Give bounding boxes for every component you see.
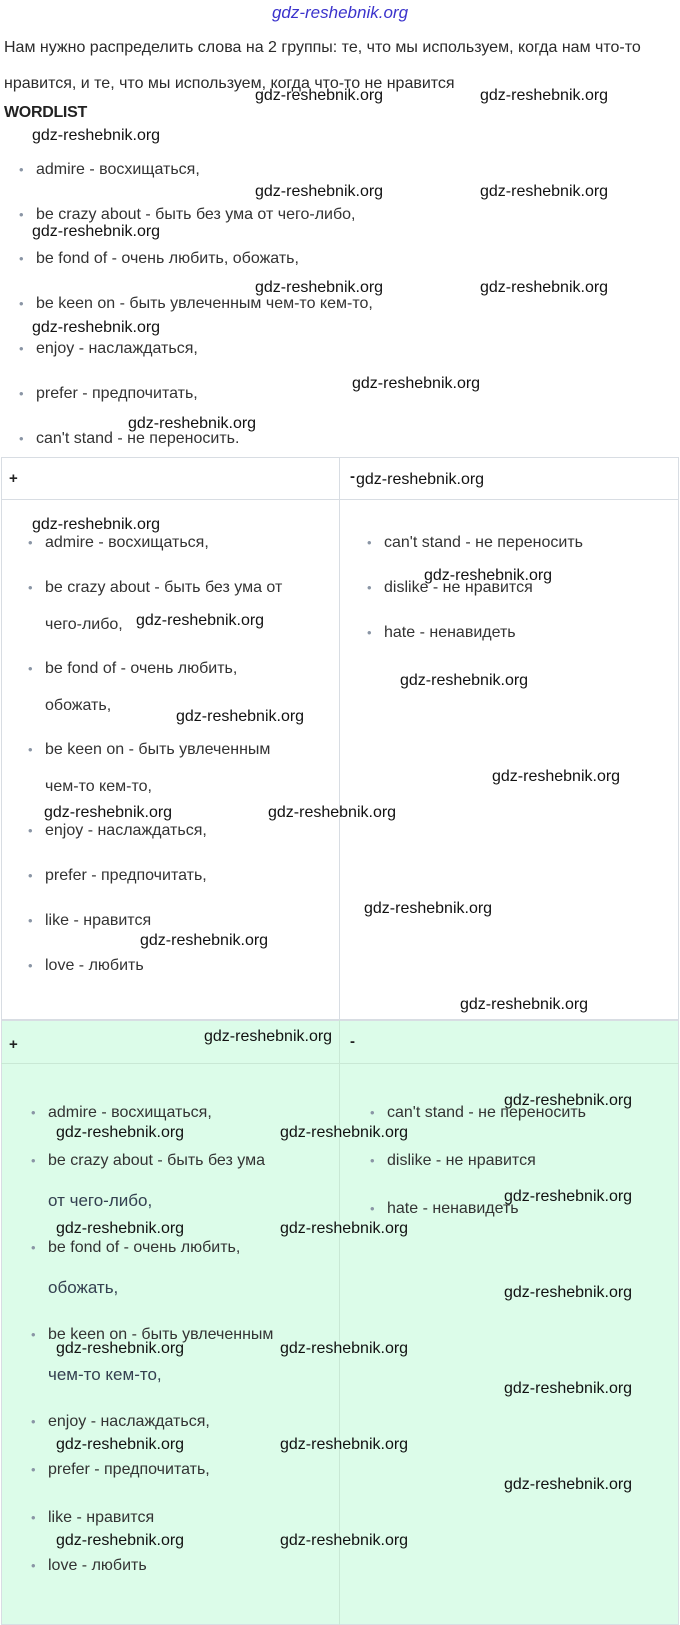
watermark: gdz-reshebnik.org: [56, 1124, 185, 1141]
wordlist-item: • prefer - предпочитать,: [36, 385, 198, 403]
watermark: gdz-reshebnik.org: [504, 1380, 633, 1397]
plus-item-continuation: чем-то кем-то,: [48, 1365, 162, 1384]
watermark: gdz-reshebnik.org: [460, 996, 589, 1013]
watermark: gdz-reshebnik.org: [136, 612, 265, 629]
watermark: gdz-reshebnik.org: [255, 279, 384, 296]
watermark: gdz-reshebnik.org: [480, 279, 609, 296]
plus-item: • admire - восхищаться,: [48, 1104, 212, 1122]
watermark: gdz-reshebnik.org: [480, 183, 609, 200]
plus-item: • prefer - предпочитать,: [48, 1461, 210, 1479]
watermark: gdz-reshebnik.org: [492, 768, 621, 785]
wordlist-item: • be crazy about - быть без ума от чего-либо,: [36, 206, 355, 224]
plus-item: • love - любить: [45, 957, 144, 975]
plus-item-continuation: чем-то кем-то,: [45, 778, 152, 795]
watermark: gdz-reshebnik.org: [204, 1028, 333, 1045]
plus-item: • like - нравится: [45, 912, 151, 930]
watermark: gdz-reshebnik.org: [44, 804, 173, 821]
plus-item-continuation: обожать,: [48, 1278, 119, 1297]
watermark: gdz-reshebnik.org: [56, 1532, 185, 1549]
wordlist-item: • enjoy - наслаждаться,: [36, 340, 198, 358]
watermark: gdz-reshebnik.org: [268, 804, 397, 821]
watermark: gdz-reshebnik.org: [56, 1340, 185, 1357]
plus-item-continuation: обожать,: [45, 697, 112, 714]
watermark: gdz-reshebnik.org: [56, 1436, 185, 1453]
wordlist-title: WORDLIST: [4, 104, 87, 121]
watermark: gdz-reshebnik.org: [480, 87, 609, 104]
plus-item: • love - любить: [48, 1557, 147, 1575]
watermark: gdz-reshebnik.org: [504, 1092, 633, 1109]
plus-item: • admire - восхищаться,: [45, 534, 209, 552]
minus-item: • dislike - не нравится: [384, 579, 533, 597]
plus-item: • enjoy - наслаждаться,: [45, 822, 207, 840]
plus-item-continuation: от чего-либо,: [48, 1191, 153, 1210]
watermark: gdz-reshebnik.org: [364, 900, 493, 917]
watermark: gdz-reshebnik.org: [128, 415, 257, 432]
minus-header: -: [350, 468, 355, 485]
plus-item: • be keen on - быть увлеченным: [45, 741, 270, 759]
minus-header: -: [350, 1033, 355, 1050]
watermark: gdz-reshebnik.org: [56, 1220, 185, 1237]
plus-item: • enjoy - наслаждаться,: [48, 1413, 210, 1431]
watermark: gdz-reshebnik.org: [400, 672, 529, 689]
header-divider: [1, 499, 679, 500]
column-divider: [339, 457, 340, 1020]
watermark: gdz-reshebnik.org: [32, 516, 161, 533]
plus-item: • like - нравится: [48, 1509, 154, 1527]
plus-item-continuation: чего-либо,: [45, 616, 123, 633]
watermark: gdz-reshebnik.org: [176, 708, 305, 725]
watermark: gdz-reshebnik.org: [32, 319, 161, 336]
plus-item: • be crazy about - быть без ума от: [45, 579, 282, 597]
plus-item: • be fond of - очень любить,: [45, 660, 237, 678]
minus-item: • hate - ненавидеть: [387, 1200, 519, 1218]
watermark: gdz-reshebnik.org: [32, 223, 161, 240]
plus-item: • be crazy about - быть без ума: [48, 1152, 265, 1170]
plus-item: • be keen on - быть увлеченным: [48, 1326, 273, 1344]
watermark: gdz-reshebnik.org: [280, 1436, 409, 1453]
minus-item: • dislike - не нравится: [387, 1152, 536, 1170]
watermark: gdz-reshebnik.org: [280, 1220, 409, 1237]
watermark: gdz-reshebnik.org: [352, 375, 481, 392]
plus-header: +: [9, 470, 18, 487]
watermark: gdz-reshebnik.org: [504, 1284, 633, 1301]
watermark: gdz-reshebnik.org: [255, 87, 384, 104]
site-header-watermark[interactable]: gdz-reshebnik.org: [271, 3, 409, 22]
watermark: gdz-reshebnik.org: [280, 1532, 409, 1549]
plus-header: +: [9, 1036, 18, 1053]
minus-item: • can't stand - не переносить: [384, 534, 583, 552]
watermark: gdz-reshebnik.org: [356, 471, 485, 488]
watermark: gdz-reshebnik.org: [32, 127, 161, 144]
header-divider: [1, 1063, 679, 1064]
intro-text: Нам нужно распределить слова на 2 группы: те, что мы используем, когда нам что-то нравится, и те, что мы используем, когда что-то не нравится: [4, 39, 641, 92]
watermark: gdz-reshebnik.org: [280, 1340, 409, 1357]
watermark: gdz-reshebnik.org: [424, 567, 553, 584]
watermark: gdz-reshebnik.org: [504, 1476, 633, 1493]
minus-item: • can't stand - не переносить: [387, 1104, 586, 1122]
watermark: gdz-reshebnik.org: [140, 932, 269, 949]
plus-item: • be fond of - очень любить,: [48, 1239, 240, 1257]
wordlist-item: • can't stand - не переносить.: [36, 430, 239, 448]
watermark: gdz-reshebnik.org: [504, 1188, 633, 1205]
wordlist-item: • admire - восхищаться,: [36, 161, 200, 179]
watermark: gdz-reshebnik.org: [255, 183, 384, 200]
watermark: gdz-reshebnik.org: [280, 1124, 409, 1141]
plus-item: • prefer - предпочитать,: [45, 867, 207, 885]
minus-item: • hate - ненавидеть: [384, 624, 516, 642]
wordlist-item: • be fond of - очень любить, обожать,: [36, 250, 299, 268]
wordlist-item: • be keen on - быть увлеченным чем-то кем-то,: [36, 295, 373, 313]
